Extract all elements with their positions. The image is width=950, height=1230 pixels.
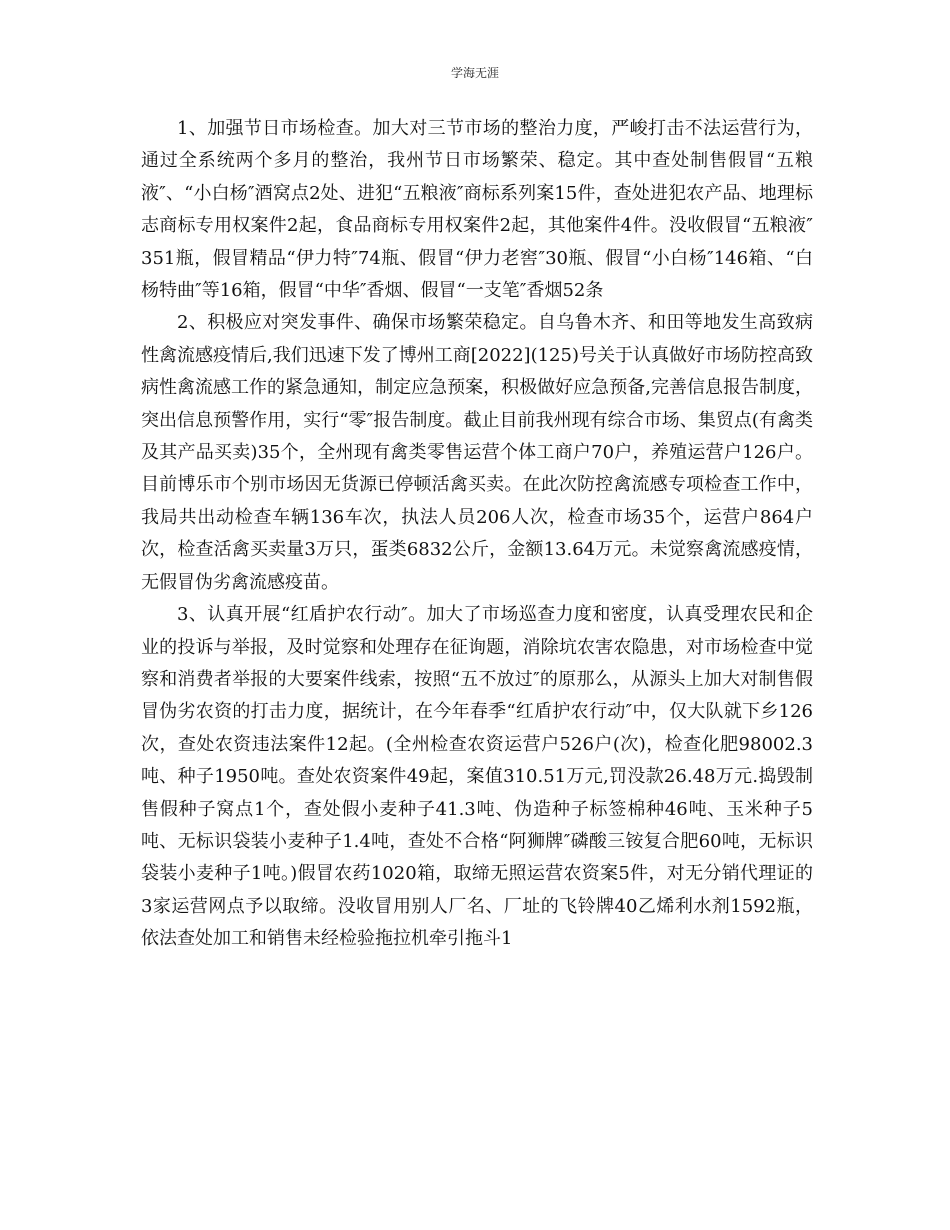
paragraph-emergency-response: 2、积极应对突发事件、确保市场繁荣稳定。自乌鲁木齐、和田等地发生高致病性禽流感疫情后,我们迅速下发了博州工商[2022](125)号关于认真做好市场防控高致病性禽流感工作的紧急通知，制定应急预案，积极做好应急预备,完善信息报告制度，突出信息预警作用，实行“零″报告制度。截止目前我州现有综合市场、集贸点(有禽类及其产品买卖)35个，全州现有禽类零售运营个体工商户70户，养殖运营户126户。目前博乐市个别市场因无货源已停顿活禽买卖。在此次防控禽流感专项检查工作中，我局共出动检查车辆136车次，执法人员206人次，检查市场35个，运营户864户次，检查活禽买卖量3万只，蛋类6832公斤，金额13.64万元。未觉察禽流感疫情，无假冒伪劣禽流感疫苗。 xyxy=(141,312,813,593)
page-header: 学海无涯 xyxy=(450,66,499,80)
paragraph-holiday-market-inspection: 1、加强节日市场检查。加大对三节市场的整治力度，严峻打击不法运营行为，通过全系统两个多月的整治，我州节日市场繁荣、稳定。其中查处制售假冒“五粮液″、“小白杨″酒窝点2处、进犯“五粮液″商标系列案15件，查处进犯农产品、地理标志商标专用权案件2起，食品商标专用权案件2起，其他案件4件。没收假冒“五粮液″351瓶，假冒精品“伊力特″74瓶、假冒“伊力老窖″30瓶、假冒“小白杨″146箱、“白杨特曲″等16箱，假冒“中华″香烟、假冒“一支笔″香烟52条 xyxy=(141,118,813,302)
paragraph-red-shield-agriculture: 3、认真开展“红盾护农行动″。加大了市场巡查力度和密度，认真受理农民和企业的投诉与举报，及时觉察和处理存在征询题，消除坑农害农隐患，对市场检查中觉察和消费者举报的大要案件线索，按照“五不放过″的原那么，从源头上加大对制售假冒伪劣农资的打击力度，据统计，在今年春季“红盾护农行动″中，仅大队就下乡126次，查处农资违法案件12起。(全州检查农资运营户526户(次)，检查化肥98002.3吨、种子1950吨。查处农资案件49起，案值310.51万元,罚没款26.48万元.捣毁制售假种子窝点1个，查处假小麦种子41.3吨、伪造种子标签棉种46吨、玉米种子5吨、无标识袋装小麦种子1.4吨，查处不合格“阿狮牌″磷酸三铵复合肥60吨，无标识袋装小麦种子1吨。)假冒农药1020箱，取缔无照运营农资案5件，对无分销代理证的3家运营网点予以取缔。没收冒用别人厂名、厂址的飞铃牌40乙烯利水剂1592瓶，依法查处加工和销售未经检验拖拉机牵引拖斗1 xyxy=(141,604,813,950)
document-body xyxy=(141,113,813,956)
